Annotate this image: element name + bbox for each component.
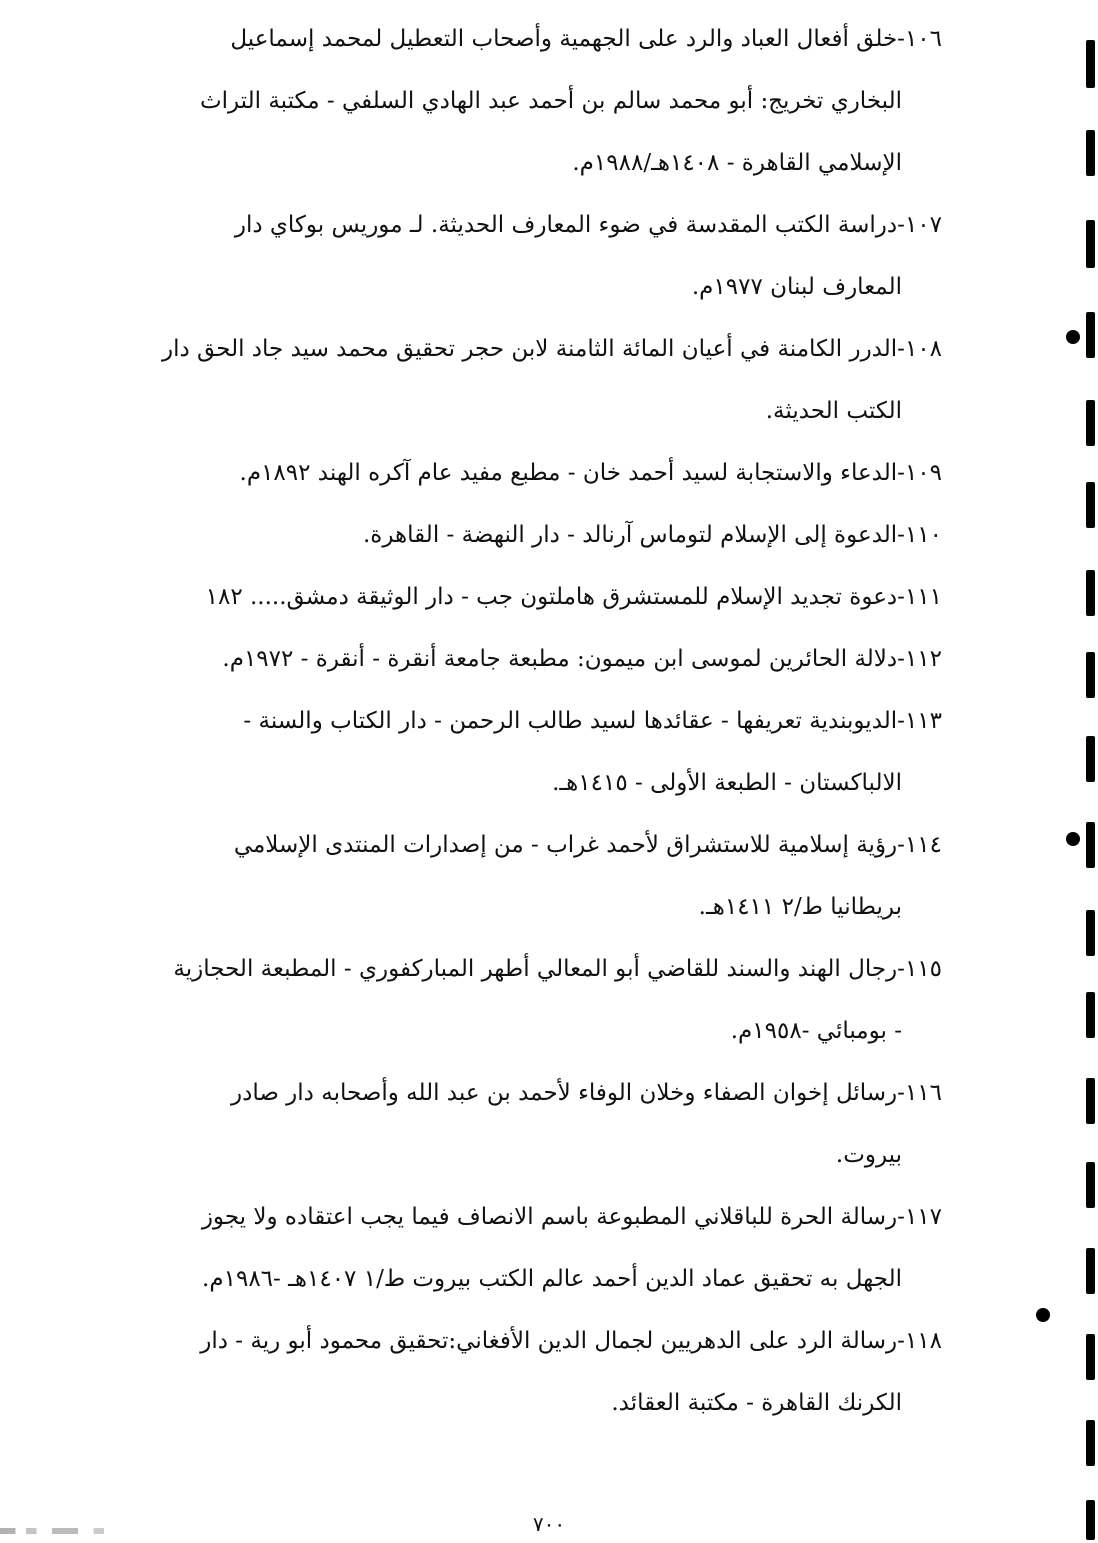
binding-mark [1086, 482, 1095, 528]
bibliography-entry [60, 1310, 942, 1434]
binding-mark [1086, 1162, 1095, 1208]
bibliography-entry [60, 504, 942, 566]
binding-mark [1086, 910, 1095, 956]
binding-mark [1086, 1248, 1095, 1294]
binding-mark [1086, 220, 1095, 268]
entry-first-line: ١١٥-رجال الهند والسند للقاضي أبو المعالي أطهر المباركفوري - المطبعة الحجازية [173, 956, 942, 982]
binding-mark [1086, 570, 1095, 616]
entry-first-line: ١٠٨-الدرر الكامنة في أعيان المائة الثامنة لابن حجر تحقيق محمد سيد جاد الحق دار [162, 336, 942, 362]
entry-first-line: ١١٠-الدعوة إلى الإسلام لتوماس آرنالد - دار النهضة - القاهرة. [362, 522, 942, 548]
bibliography-entry [60, 566, 942, 628]
entry-continuation-line: الكتب الحديثة. [765, 398, 902, 424]
entry-continuation-line: البخاري تخريج: أبو محمد سالم بن أحمد عبد الهادي السلفي - مكتبة التراث [199, 88, 902, 114]
entry-continuation-line: بريطانيا ط/٢ ١٤١١هـ. [698, 894, 902, 920]
binding-mark [1086, 652, 1095, 698]
page-number: ٧٠٠ [532, 1512, 566, 1536]
bibliography-entry [60, 8, 942, 194]
entry-continuation-line: بيروت. [835, 1142, 902, 1168]
entry-first-line: ١١١-دعوة تجديد الإسلام للمستشرق هاملتون جب - دار الوثيقة دمشق..... ١٨٢ [205, 584, 942, 610]
binding-mark [1086, 400, 1095, 446]
binding-mark [1086, 130, 1095, 176]
bibliography-entry [60, 1062, 942, 1186]
bibliography-entry [60, 938, 942, 1062]
binding-mark [1086, 1078, 1095, 1124]
binding-mark [1086, 1334, 1095, 1380]
entry-first-line: ١٠٩-الدعاء والاستجابة لسيد أحمد خان - مطبع مفيد عام آكره الهند ١٨٩٢م. [239, 460, 942, 486]
bibliography-entry [60, 814, 942, 938]
entry-first-line: ١١٦-رسائل إخوان الصفاء وخلان الوفاء لأحمد بن عبد الله وأصحابه دار صادر [230, 1080, 942, 1106]
entry-continuation-line: الجهل به تحقيق عماد الدين أحمد عالم الكتب بيروت ط/١ ١٤٠٧هـ -١٩٨٦م. [202, 1266, 902, 1292]
entry-first-line: ١١٢-دلالة الحائرين لموسى ابن ميمون: مطبعة جامعة أنقرة - أنقرة - ١٩٧٢م. [222, 646, 942, 672]
bibliography-entry [60, 318, 942, 442]
punch-hole [1066, 832, 1080, 846]
entry-first-line: ١٠٧-دراسة الكتب المقدسة في ضوء المعارف الحديثة. لـ موريس بوكاي دار [234, 212, 942, 238]
binding-mark [1086, 312, 1095, 358]
entry-first-line: ١١٧-رسالة الحرة للباقلاني المطبوعة باسم الانصاف فيما يجب اعتقاده ولا يجوز [201, 1204, 942, 1230]
binding-mark [1086, 736, 1095, 782]
entry-continuation-line: الإسلامي القاهرة - ١٤٠٨هـ/١٩٨٨م. [572, 150, 902, 176]
binding-mark [1086, 40, 1095, 88]
bibliography-entry [60, 442, 942, 504]
entry-first-line: ١٠٦-خلق أفعال العباد والرد على الجهمية وأصحاب التعطيل لمحمد إسماعيل [230, 26, 942, 52]
entry-first-line: ١١٨-رسالة الرد على الدهريين لجمال الدين الأفغاني:تحقيق محمود أبو رية - دار [200, 1328, 942, 1354]
bibliography-list [60, 8, 942, 1434]
entry-continuation-line: المعارف لبنان ١٩٧٧م. [691, 274, 902, 300]
scan-smudge [0, 1528, 260, 1534]
punch-hole [1066, 330, 1080, 344]
entry-first-line: ١١٤-رؤية إسلامية للاستشراق لأحمد غراب - من إصدارات المنتدى الإسلامي [233, 832, 942, 858]
binding-mark [1086, 1500, 1095, 1540]
binding-mark [1086, 822, 1095, 868]
entry-first-line: ١١٣-الديوبندية تعريفها - عقائدها لسيد طالب الرحمن - دار الكتاب والسنة - [243, 708, 942, 734]
entry-continuation-line: - بومبائي -١٩٥٨م. [730, 1018, 902, 1044]
bibliography-entry [60, 628, 942, 690]
binding-mark [1086, 1420, 1095, 1466]
binding-mark [1086, 992, 1095, 1038]
entry-continuation-line: الالباكستان - الطبعة الأولى - ١٤١٥هـ. [552, 770, 902, 796]
bibliography-entry [60, 690, 942, 814]
entry-continuation-line: الكرنك القاهرة - مكتبة العقائد. [611, 1390, 902, 1416]
punch-hole [1036, 1308, 1050, 1322]
bibliography-entry [60, 1186, 942, 1310]
bibliography-entry [60, 194, 942, 318]
